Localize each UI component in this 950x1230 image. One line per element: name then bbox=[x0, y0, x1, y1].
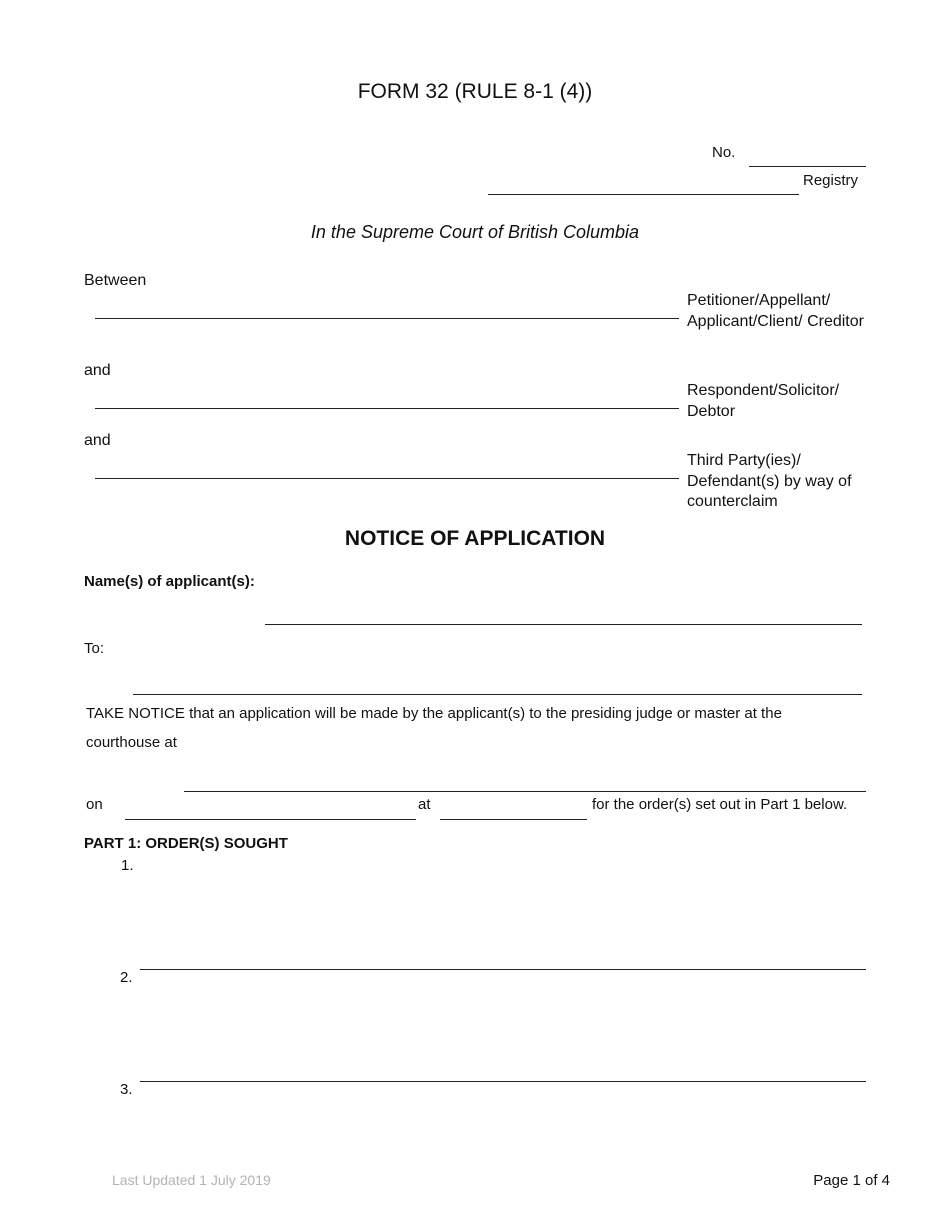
third-party-name-field[interactable] bbox=[95, 478, 679, 479]
order-item-field[interactable] bbox=[140, 969, 866, 970]
court-name: In the Supreme Court of British Columbia bbox=[310, 222, 640, 242]
file-number-field[interactable] bbox=[749, 166, 866, 167]
to-field[interactable] bbox=[133, 694, 862, 695]
courthouse-label: courthouse at bbox=[86, 734, 177, 751]
respondent-name-field[interactable] bbox=[95, 408, 679, 409]
at-label: at bbox=[418, 796, 431, 813]
order-item-number: 2. bbox=[120, 969, 133, 986]
form-title: FORM 32 (RULE 8-1 (4)) bbox=[357, 80, 593, 103]
between-label: Between bbox=[84, 272, 147, 289]
and-label-respondent: and bbox=[84, 362, 111, 379]
last-updated: Last Updated 1 July 2019 bbox=[112, 1172, 271, 1188]
courthouse-field[interactable] bbox=[184, 791, 866, 792]
take-notice-text: TAKE NOTICE that an application will be made by the applicant(s) to the presiding judge or master at the bbox=[86, 705, 782, 722]
registry-field[interactable] bbox=[488, 194, 799, 195]
order-item-field[interactable] bbox=[140, 1081, 866, 1082]
order-item-number: 3. bbox=[120, 1081, 133, 1098]
petitioner-name-field[interactable] bbox=[95, 318, 679, 319]
part1-heading: PART 1: ORDER(S) SOUGHT bbox=[84, 835, 288, 852]
notice-title: NOTICE OF APPLICATION bbox=[344, 527, 606, 550]
file-number-label: No. bbox=[712, 144, 736, 161]
applicants-field[interactable] bbox=[265, 624, 862, 625]
time-field[interactable] bbox=[440, 819, 587, 820]
and-label-third-party: and bbox=[84, 432, 111, 449]
order-text: for the order(s) set out in Part 1 below. bbox=[592, 796, 848, 813]
order-item-number: 1. bbox=[121, 857, 134, 874]
petitioner-roles: Petitioner/Appellant/ Applicant/Client/ Creditor bbox=[687, 292, 864, 330]
to-label: To: bbox=[84, 640, 105, 657]
third-party-roles: Third Party(ies)/ Defendant(s) by way of counterclaim bbox=[687, 452, 852, 510]
page-number: Page 1 of 4 bbox=[813, 1172, 890, 1189]
date-field[interactable] bbox=[125, 819, 416, 820]
registry-label: Registry bbox=[803, 172, 859, 189]
on-label: on bbox=[86, 796, 103, 813]
applicants-label: Name(s) of applicant(s): bbox=[84, 573, 255, 590]
respondent-roles: Respondent/Solicitor/ Debtor bbox=[687, 382, 840, 420]
